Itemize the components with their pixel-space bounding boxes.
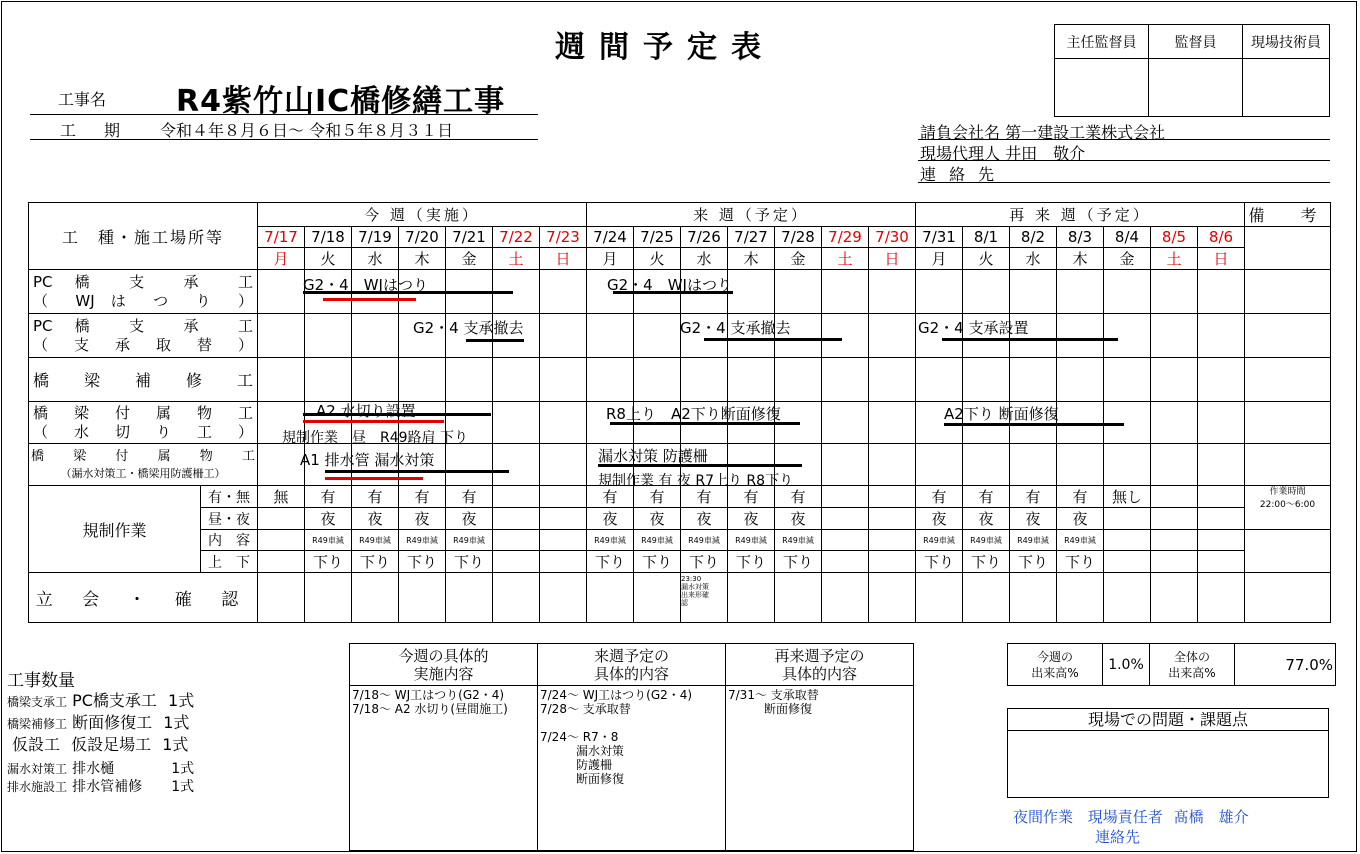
quantity-name: 仮設足場工 (71, 735, 152, 754)
date-cell: 7/31 (916, 227, 963, 248)
reg-cell: 有 (775, 486, 822, 508)
witness-row (29, 573, 1331, 623)
reg-cell: 有 (352, 486, 399, 508)
reg-cell: 無し (1104, 486, 1151, 508)
reg-cell (869, 508, 916, 530)
witness-label: 立 会 ・ 確 認 (29, 573, 258, 623)
date-cell: 8/6 (1198, 227, 1245, 248)
day-cell: 日 (869, 248, 916, 270)
work-label: 橋 梁 付 属 物 工 (33, 403, 253, 422)
reg-cell: 下り (634, 551, 681, 573)
reg-cell (822, 508, 869, 530)
reg-cell (540, 486, 587, 508)
remarks-header: 備 考 (1245, 203, 1331, 227)
reg-cell (822, 486, 869, 508)
reg-cell: 有 (681, 486, 728, 508)
day-cell: 火 (963, 248, 1010, 270)
total-progress-label: 全体の (1173, 649, 1210, 664)
schedule-bar (598, 464, 802, 467)
reg-cell: 有 (634, 486, 681, 508)
bar-label: A2 水切り設置 (316, 402, 416, 420)
reg-row-daynight (29, 508, 1331, 530)
quantity-value: 1式 (168, 691, 195, 710)
date-cell: 7/29 (822, 227, 869, 248)
date-cell: 7/17 (258, 227, 305, 248)
reg-cell (493, 530, 540, 551)
reg-cell (493, 508, 540, 530)
schedule-bar (613, 291, 733, 294)
week-header: 再 来 週（予定） (916, 203, 1245, 227)
quantity-category: 漏水対策工 (7, 762, 68, 776)
date-cell: 7/27 (728, 227, 775, 248)
reg-cell (869, 551, 916, 573)
reg-cell: 無 (258, 486, 305, 508)
date-cell: 7/28 (775, 227, 822, 248)
reg-cell: 有 (963, 486, 1010, 508)
reg-cell: 夜 (305, 508, 352, 530)
schedule-bar (704, 338, 842, 341)
reg-cell: 有 (728, 486, 775, 508)
next-week-detail: 7/24～ WJ工はつり(G2・4) 7/28～ 支承取替 7/24～ R7・8 漏水対策 防護柵 断面修復 (538, 686, 726, 851)
approval-stamps (1054, 24, 1330, 117)
reg-cell (493, 551, 540, 573)
reg-cell: 下り (916, 551, 963, 573)
reg-sub: 有・無 (201, 486, 258, 508)
reg-cell (1198, 486, 1245, 508)
reg-cell: 下り (1010, 551, 1057, 573)
day-cell: 金 (1104, 248, 1151, 270)
reg-cell: 下り (446, 551, 493, 573)
stamp-header: 現場技術員 (1243, 25, 1330, 59)
reg-cell: 下り (728, 551, 775, 573)
date-cell: 7/20 (399, 227, 446, 248)
page-title: 週間予定表 (555, 30, 775, 65)
reg-cell: R49車減 (634, 530, 681, 551)
next-week-heading: 具体的内容 (593, 664, 669, 683)
reg-cell (869, 486, 916, 508)
reg-cell (1151, 551, 1198, 573)
total-progress: 77.0% (1235, 644, 1336, 686)
stamp-box (1243, 59, 1330, 117)
schedule-bar-actual (323, 298, 416, 301)
contact-label: 連 絡 先 (920, 165, 999, 184)
reg-cell (1151, 508, 1198, 530)
reg-cell (869, 530, 916, 551)
quantity-item (12, 732, 188, 755)
work-label: 橋 梁 補 修 工 (33, 371, 253, 390)
work-row (29, 358, 1331, 402)
reg-cell: R49車減 (963, 530, 1010, 551)
day-cell: 土 (493, 248, 540, 270)
reg-cell: 夜 (775, 508, 822, 530)
divider (30, 139, 538, 140)
agent-label: 現場代理人 (920, 144, 1001, 163)
work-label: 橋 梁 付 属 物 工 (31, 448, 255, 464)
issues-box (1007, 708, 1329, 798)
after-next-heading: 具体的内容 (781, 664, 857, 683)
reg-cell: R49車減 (916, 530, 963, 551)
date-cell: 8/1 (963, 227, 1010, 248)
quantity-value: 1式 (171, 779, 195, 795)
bar-label: 漏水対策 防護柵 (598, 447, 708, 465)
after-next-heading: 再来週予定の (774, 646, 865, 665)
work-header: 工 種・施工場所等 (29, 203, 258, 270)
date-cell: 7/21 (446, 227, 493, 248)
schedule-bar (610, 422, 800, 425)
day-cell: 木 (399, 248, 446, 270)
schedule-bar (944, 423, 1124, 426)
reg-cell: 有 (587, 486, 634, 508)
divider (918, 139, 1330, 140)
reg-cell: R49車減 (305, 530, 352, 551)
reg-row-updown (29, 551, 1331, 573)
reg-cell (258, 551, 305, 573)
work-hours-label: 作業時間 (1269, 487, 1306, 497)
bar-label: 規制作業 昼 R49路肩 下り (282, 430, 468, 446)
night-work-label: 夜間作業 (1013, 808, 1074, 826)
quantity-category: 排水施設工 (7, 780, 68, 794)
bar-label: G2・4 支承撤去 (413, 319, 524, 337)
reg-cell (258, 530, 305, 551)
reg-cell: R49車減 (352, 530, 399, 551)
divider (918, 160, 1330, 161)
stamp-box (1055, 59, 1149, 117)
progress-table (1007, 643, 1336, 686)
reg-cell: 夜 (446, 508, 493, 530)
agent-name: 井田 敬介 (1005, 144, 1086, 163)
reg-cell: 夜 (681, 508, 728, 530)
date-cell: 8/5 (1151, 227, 1198, 248)
reg-cell: R49車減 (1057, 530, 1104, 551)
reg-cell: 有 (1057, 486, 1104, 508)
quantity-category: 仮設工 (12, 735, 61, 754)
day-cell: 木 (1057, 248, 1104, 270)
date-cell: 7/25 (634, 227, 681, 248)
day-cell: 金 (446, 248, 493, 270)
date-cell: 7/19 (352, 227, 399, 248)
this-week-progress-label: 今週の (1036, 649, 1073, 664)
day-cell: 土 (1151, 248, 1198, 270)
reg-cell: R49車減 (728, 530, 775, 551)
day-cell: 火 (305, 248, 352, 270)
bar-label: A1 排水管 漏水対策 (300, 451, 435, 469)
bar-label: G2・4 支承撤去 (680, 319, 791, 337)
quantity-value: 1式 (162, 735, 189, 754)
project-name-label: 工事名 (58, 90, 107, 109)
reg-cell: R49車減 (775, 530, 822, 551)
day-cell: 月 (916, 248, 963, 270)
day-cell: 金 (775, 248, 822, 270)
reg-cell (822, 551, 869, 573)
date-cell: 8/3 (1057, 227, 1104, 248)
bar-label: 規制作業 有 夜 R7上り R8下り (598, 473, 794, 489)
day-cell: 木 (728, 248, 775, 270)
quantity-name: PC橋支承工 (72, 691, 157, 710)
reg-sub: 内 容 (201, 530, 258, 551)
period-label: 工 期 (60, 121, 127, 140)
night-contact-label: 連絡先 (1095, 828, 1141, 846)
this-week-heading: 実施内容 (413, 664, 474, 683)
reg-cell: 下り (305, 551, 352, 573)
reg-cell: 夜 (1010, 508, 1057, 530)
reg-cell: 有 (1010, 486, 1057, 508)
work-sublabel: （漏水対策工・橋梁用防護柵工） (60, 466, 226, 480)
reg-cell (1198, 551, 1245, 573)
bar-label: A2下り 断面修復 (944, 405, 1059, 423)
reg-cell: R49車減 (1010, 530, 1057, 551)
stamp-box (1149, 59, 1243, 117)
bar-label: G2・4 WJはつり (303, 276, 428, 294)
schedule-bar (466, 339, 524, 342)
quantities-title: 工事数量 (7, 671, 75, 691)
date-cell: 8/4 (1104, 227, 1151, 248)
quantity-name: 排水管補修 (72, 779, 143, 795)
contractor-label: 請負会社名 (920, 123, 1001, 142)
reg-cell: R49車減 (587, 530, 634, 551)
schedule-bar (325, 470, 509, 473)
divider (30, 114, 538, 115)
reg-cell (1198, 530, 1245, 551)
date-cell: 7/22 (493, 227, 540, 248)
reg-cell (540, 551, 587, 573)
work-sublabel: （ WJ は つ り ） (33, 291, 253, 310)
reg-cell: 下り (587, 551, 634, 573)
quantity-category: 橋梁支承工 (7, 695, 68, 709)
details-table (349, 643, 914, 851)
reg-cell: 夜 (587, 508, 634, 530)
total-progress-label: 出来高% (1168, 665, 1216, 680)
this-week-heading: 今週の具体的 (398, 646, 489, 665)
reg-cell: 下り (681, 551, 728, 573)
week-header: 来 週（予定） (587, 203, 916, 227)
reg-cell: 有 (399, 486, 446, 508)
quantity-category: 橋梁補修工 (7, 717, 68, 731)
day-cell: 土 (822, 248, 869, 270)
manager-label: 現場責任者 (1087, 808, 1163, 826)
reg-cell (1151, 486, 1198, 508)
day-cell: 水 (681, 248, 728, 270)
bar-label: G2・4 支承設置 (918, 319, 1029, 337)
reg-cell (1104, 530, 1151, 551)
day-cell: 日 (540, 248, 587, 270)
date-cell: 7/26 (681, 227, 728, 248)
reg-row-content (29, 530, 1331, 551)
reg-cell (1151, 530, 1198, 551)
bar-label: G2・4 WJはつり (607, 276, 732, 294)
reg-cell: 夜 (1057, 508, 1104, 530)
week-header: 今 週（実施） (258, 203, 587, 227)
date-cell: 8/2 (1010, 227, 1057, 248)
date-cell: 7/23 (540, 227, 587, 248)
reg-cell: 下り (963, 551, 1010, 573)
reg-cell (822, 530, 869, 551)
reg-cell: 夜 (352, 508, 399, 530)
reg-sub: 昼・夜 (201, 508, 258, 530)
work-sublabel: （ 支 承 取 替 ） (33, 335, 253, 354)
work-label: PC 橋 支 承 工 (33, 272, 253, 291)
quantity-item (7, 688, 194, 711)
date-cell: 7/30 (869, 227, 916, 248)
reg-cell: 夜 (634, 508, 681, 530)
this-week-progress-label: 出来高% (1031, 665, 1079, 680)
schedule-bar-actual (303, 420, 444, 423)
reg-cell: 有 (916, 486, 963, 508)
bar-label: R8上り A2下り断面修復 (606, 405, 781, 423)
reg-cell: 有 (305, 486, 352, 508)
reg-cell: 夜 (916, 508, 963, 530)
day-cell: 月 (258, 248, 305, 270)
after-next-detail: 7/31～ 支承取替 断面修復 (726, 686, 914, 851)
reg-cell (1104, 508, 1151, 530)
reg-cell: R49車減 (399, 530, 446, 551)
quantity-name: 排水樋 (72, 761, 115, 777)
reg-cell: 下り (399, 551, 446, 573)
reg-cell: 下り (352, 551, 399, 573)
reg-cell: 夜 (963, 508, 1010, 530)
reg-cell (258, 508, 305, 530)
schedule-bar (303, 413, 491, 416)
reg-cell: 下り (1057, 551, 1104, 573)
quantity-item (7, 776, 194, 796)
this-week-detail: 7/18～ WJ工はつり(G2・4) 7/18～ A2 水切り(昼間施工) (350, 686, 538, 851)
this-week-progress: 1.0% (1103, 644, 1150, 686)
day-cell: 水 (352, 248, 399, 270)
quantity-item (7, 758, 194, 778)
day-cell: 水 (1010, 248, 1057, 270)
reg-cell: 有 (446, 486, 493, 508)
work-hours: 22:00～6:00 (1259, 500, 1316, 510)
quantity-value: 1式 (163, 713, 190, 732)
reg-cell: 夜 (399, 508, 446, 530)
reg-cell (540, 530, 587, 551)
issues-title: 現場での問題・課題点 (1008, 709, 1328, 731)
reg-cell (540, 508, 587, 530)
reg-cell (1198, 508, 1245, 530)
stamp-header: 監督員 (1149, 25, 1243, 59)
date-cell: 7/24 (587, 227, 634, 248)
reg-cell (493, 486, 540, 508)
day-cell: 日 (1198, 248, 1245, 270)
reg-cell (1104, 551, 1151, 573)
work-label: PC 橋 支 承 工 (33, 316, 253, 335)
project-name: R4紫竹山IC橋修繕工事 (176, 84, 506, 119)
date-cell: 7/18 (305, 227, 352, 248)
project-period: 令和４年８月６日～ 令和５年８月３１日 (160, 121, 454, 140)
day-cell: 月 (587, 248, 634, 270)
schedule-bar (303, 291, 513, 294)
witness-note: 23:30 漏水対策 出来形確 認 (681, 573, 728, 623)
divider (918, 182, 1330, 183)
schedule-bar-actual (325, 477, 423, 480)
reg-cell: 下り (775, 551, 822, 573)
quantity-name: 断面修復工 (72, 713, 153, 732)
reg-sub: 上 下 (201, 551, 258, 573)
work-sublabel: （ 水 切 り 工 ） (33, 422, 253, 441)
stamp-header: 主任監督員 (1055, 25, 1149, 59)
reg-cell: R49車減 (446, 530, 493, 551)
quantity-item (7, 710, 189, 733)
contractor-name: 第一建設工業株式会社 (1005, 123, 1166, 142)
reg-label: 規制作業 (29, 486, 201, 573)
manager-name: 髙橋 雄介 (1173, 808, 1249, 826)
next-week-heading: 来週予定の (593, 646, 669, 665)
quantity-value: 1式 (171, 761, 195, 777)
day-cell: 火 (634, 248, 681, 270)
schedule-bar (942, 338, 1118, 341)
reg-cell: R49車減 (681, 530, 728, 551)
reg-cell: 夜 (728, 508, 775, 530)
